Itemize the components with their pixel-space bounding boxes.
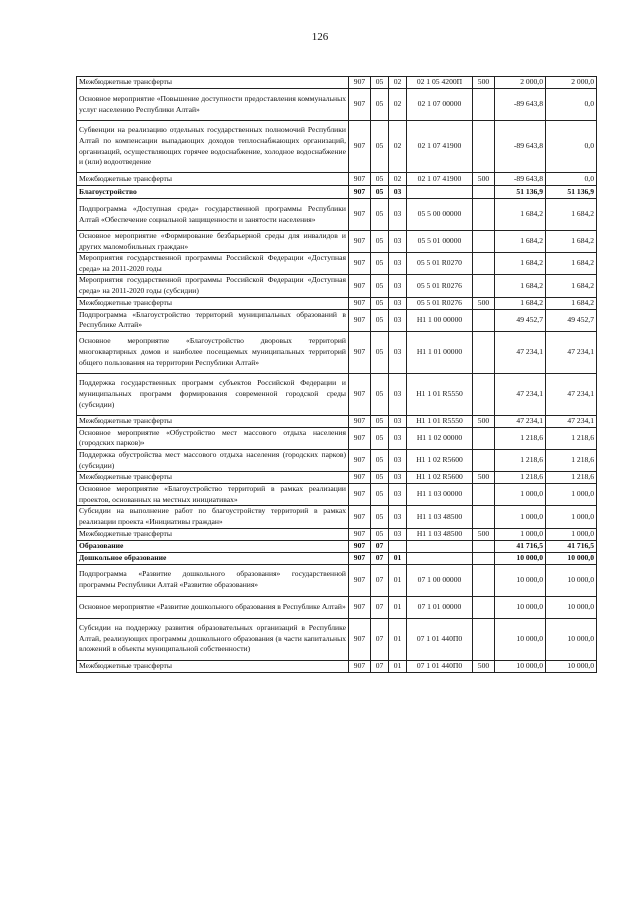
section-code: 05 (371, 449, 389, 471)
expense-type-code (473, 618, 495, 660)
expense-type-code (473, 186, 495, 199)
table-row (77, 89, 597, 121)
target-article-code: Н1 1 02 R5600 (407, 472, 473, 484)
target-article-code: Н1 1 03 00000 (407, 484, 473, 506)
amount-year-2: 1 684,2 (546, 231, 597, 253)
row-name: Межбюджетные трансферты (77, 173, 349, 186)
amount-year-1: 1 218,6 (495, 472, 546, 484)
ved-code: 907 (349, 449, 371, 471)
section-code: 05 (371, 121, 389, 173)
table-row (77, 77, 597, 89)
amount-year-1: 47 234,1 (495, 415, 546, 427)
amount-year-2: 10 000,0 (546, 660, 597, 672)
ved-code: 907 (349, 427, 371, 449)
expense-type-code (473, 331, 495, 373)
row-name: Субсидии на поддержку развития образовательных организаций в Республике Алтай, реализующих программы дошкольного образования (в части капитальных вложений в объекты муниципальной собственности) (77, 618, 349, 660)
row-name: Дошкольное образование (77, 552, 349, 564)
table-row (77, 540, 597, 552)
section-code: 05 (371, 472, 389, 484)
expense-type-code (473, 552, 495, 564)
row-name: Поддержка обустройства мест массового отдыха населения (городских парков) (субсидии) (77, 449, 349, 471)
subsection-code: 03 (389, 253, 407, 275)
expense-type-code: 500 (473, 297, 495, 309)
amount-year-2: 51 136,9 (546, 186, 597, 199)
amount-year-1: -89 643,8 (495, 121, 546, 173)
row-name: Основное мероприятие «Благоустройство дворовых территорий многоквартирных домов и наиболее посещаемых муниципальных территорий общего пользования на территории Республики Алтай» (77, 331, 349, 373)
row-name: Основное мероприятие «Благоустройство территорий в рамках реализации проектов, основанных на местных инициативах» (77, 484, 349, 506)
expense-type-code: 500 (473, 415, 495, 427)
subsection-code: 02 (389, 89, 407, 121)
section-code: 05 (371, 186, 389, 199)
expense-type-code (473, 199, 495, 231)
section-code: 05 (371, 484, 389, 506)
row-name: Межбюджетные трансферты (77, 297, 349, 309)
amount-year-1: 1 218,6 (495, 449, 546, 471)
target-article-code: 02 1 07 41900 (407, 121, 473, 173)
row-name: Межбюджетные трансферты (77, 660, 349, 672)
expense-type-code (473, 427, 495, 449)
table-row (77, 506, 597, 528)
ved-code: 907 (349, 564, 371, 596)
section-code: 05 (371, 506, 389, 528)
amount-year-2: 1 684,2 (546, 199, 597, 231)
amount-year-2: 47 234,1 (546, 415, 597, 427)
amount-year-2: 1 000,0 (546, 506, 597, 528)
target-article-code: 07 1 01 440П0 (407, 618, 473, 660)
budget-table (76, 76, 597, 673)
subsection-code: 02 (389, 121, 407, 173)
amount-year-1: 10 000,0 (495, 552, 546, 564)
section-code: 07 (371, 540, 389, 552)
table-row (77, 552, 597, 564)
amount-year-1: 10 000,0 (495, 660, 546, 672)
amount-year-2: 10 000,0 (546, 596, 597, 618)
subsection-code: 02 (389, 173, 407, 186)
ved-code: 907 (349, 415, 371, 427)
target-article-code: Н1 1 01 R5550 (407, 415, 473, 427)
target-article-code: 05 5 01 R0276 (407, 297, 473, 309)
section-code: 07 (371, 596, 389, 618)
ved-code: 907 (349, 121, 371, 173)
expense-type-code: 500 (473, 660, 495, 672)
subsection-code: 03 (389, 449, 407, 471)
table-row (77, 449, 597, 471)
ved-code: 907 (349, 199, 371, 231)
amount-year-1: 51 136,9 (495, 186, 546, 199)
ved-code: 907 (349, 253, 371, 275)
amount-year-2: 10 000,0 (546, 564, 597, 596)
amount-year-2: 1 684,2 (546, 253, 597, 275)
expense-type-code (473, 564, 495, 596)
table-row (77, 596, 597, 618)
row-name: Межбюджетные трансферты (77, 528, 349, 540)
ved-code: 907 (349, 596, 371, 618)
section-code: 05 (371, 373, 389, 415)
target-article-code (407, 552, 473, 564)
page-number: 126 (311, 31, 329, 43)
amount-year-1: 1 684,2 (495, 199, 546, 231)
amount-year-2: 10 000,0 (546, 618, 597, 660)
amount-year-1: 10 000,0 (495, 564, 546, 596)
ved-code: 907 (349, 331, 371, 373)
subsection-code: 03 (389, 199, 407, 231)
ved-code: 907 (349, 540, 371, 552)
expense-type-code (473, 373, 495, 415)
section-code: 05 (371, 427, 389, 449)
ved-code: 907 (349, 506, 371, 528)
target-article-code: 07 1 01 440П0 (407, 660, 473, 672)
section-code: 05 (371, 297, 389, 309)
row-name: Подпрограмма «Доступная среда» государственной программы Республики Алтай «Обеспечение социальной защищенности и занятости населения» (77, 199, 349, 231)
subsection-code: 03 (389, 528, 407, 540)
amount-year-2: 41 716,5 (546, 540, 597, 552)
expense-type-code (473, 596, 495, 618)
section-code: 05 (371, 173, 389, 186)
amount-year-2: 1 218,6 (546, 449, 597, 471)
expense-type-code (473, 231, 495, 253)
amount-year-1: 10 000,0 (495, 618, 546, 660)
target-article-code: Н1 1 02 00000 (407, 427, 473, 449)
subsection-code: 03 (389, 427, 407, 449)
subsection-code: 01 (389, 564, 407, 596)
amount-year-2: 10 000,0 (546, 552, 597, 564)
ved-code: 907 (349, 528, 371, 540)
amount-year-1: 2 000,0 (495, 77, 546, 89)
ved-code: 907 (349, 297, 371, 309)
subsection-code: 03 (389, 484, 407, 506)
row-name: Благоустройство (77, 186, 349, 199)
ved-code: 907 (349, 275, 371, 297)
amount-year-2: 47 234,1 (546, 373, 597, 415)
target-article-code: Н1 1 03 48500 (407, 506, 473, 528)
expense-type-code (473, 253, 495, 275)
subsection-code (389, 540, 407, 552)
row-name: Подпрограмма «Развитие дошкольного образования» государственной программы Республики Алтай «Развитие образования» (77, 564, 349, 596)
table-row (77, 484, 597, 506)
row-name: Мероприятия государственной программы Российской Федерации «Доступная среда» на 2011-2020 годы (субсидии) (77, 275, 349, 297)
amount-year-1: 47 234,1 (495, 331, 546, 373)
amount-year-1: 1 000,0 (495, 484, 546, 506)
table-row (77, 275, 597, 297)
amount-year-1: 1 684,2 (495, 297, 546, 309)
target-article-code (407, 186, 473, 199)
ved-code: 907 (349, 472, 371, 484)
row-name: Образование (77, 540, 349, 552)
target-article-code: 05 5 01 R0276 (407, 275, 473, 297)
ved-code: 907 (349, 231, 371, 253)
target-article-code: Н1 1 02 R5600 (407, 449, 473, 471)
subsection-code: 03 (389, 472, 407, 484)
target-article-code (407, 540, 473, 552)
target-article-code: 02 1 05 4200П (407, 77, 473, 89)
subsection-code: 01 (389, 596, 407, 618)
amount-year-1: 1 684,2 (495, 231, 546, 253)
row-name: Субсидии на выполнение работ по благоустройству территорий в рамках реализации проекта «Инициативы граждан» (77, 506, 349, 528)
table-row (77, 173, 597, 186)
subsection-code: 03 (389, 297, 407, 309)
target-article-code: Н1 1 01 R5550 (407, 373, 473, 415)
amount-year-2: 47 234,1 (546, 331, 597, 373)
amount-year-2: 1 218,6 (546, 427, 597, 449)
subsection-code: 03 (389, 506, 407, 528)
section-code: 05 (371, 275, 389, 297)
row-name: Подпрограмма «Благоустройство территорий муниципальных образований в Республике Алтай» (77, 309, 349, 331)
table-row (77, 231, 597, 253)
section-code: 05 (371, 309, 389, 331)
section-code: 05 (371, 528, 389, 540)
table-row (77, 309, 597, 331)
amount-year-2: 49 452,7 (546, 309, 597, 331)
table-row (77, 427, 597, 449)
amount-year-2: 0,0 (546, 173, 597, 186)
expense-type-code: 500 (473, 472, 495, 484)
row-name: Межбюджетные трансферты (77, 415, 349, 427)
target-article-code: 02 1 07 00000 (407, 89, 473, 121)
subsection-code: 03 (389, 373, 407, 415)
ved-code: 907 (349, 660, 371, 672)
target-article-code: 02 1 07 41900 (407, 173, 473, 186)
amount-year-1: 49 452,7 (495, 309, 546, 331)
table-row (77, 186, 597, 199)
amount-year-1: 1 000,0 (495, 528, 546, 540)
expense-type-code: 500 (473, 528, 495, 540)
section-code: 07 (371, 552, 389, 564)
amount-year-1: 10 000,0 (495, 596, 546, 618)
target-article-code: Н1 1 03 48500 (407, 528, 473, 540)
budget-table-body (77, 77, 597, 673)
subsection-code: 03 (389, 309, 407, 331)
expense-type-code (473, 506, 495, 528)
ved-code: 907 (349, 552, 371, 564)
table-row (77, 472, 597, 484)
row-name: Поддержка государственных программ субъектов Российской Федерации и муниципальных программ формирования современной городской среды (субсидии) (77, 373, 349, 415)
subsection-code: 01 (389, 660, 407, 672)
section-code: 07 (371, 564, 389, 596)
subsection-code: 03 (389, 275, 407, 297)
target-article-code: 07 1 01 00000 (407, 596, 473, 618)
subsection-code: 03 (389, 231, 407, 253)
table-row (77, 528, 597, 540)
amount-year-1: -89 643,8 (495, 89, 546, 121)
subsection-code: 03 (389, 415, 407, 427)
row-name: Основное мероприятие «Обустройство мест массового отдыха населения (городских парков)» (77, 427, 349, 449)
section-code: 05 (371, 415, 389, 427)
target-article-code: 07 1 00 00000 (407, 564, 473, 596)
table-row (77, 253, 597, 275)
amount-year-1: -89 643,8 (495, 173, 546, 186)
table-row (77, 564, 597, 596)
subsection-code: 01 (389, 618, 407, 660)
section-code: 07 (371, 660, 389, 672)
ved-code: 907 (349, 173, 371, 186)
ved-code: 907 (349, 309, 371, 331)
row-name: Основное мероприятие «Формирование безбарьерной среды для инвалидов и других маломобильных граждан» (77, 231, 349, 253)
amount-year-2: 1 684,2 (546, 275, 597, 297)
table-row (77, 660, 597, 672)
ved-code: 907 (349, 89, 371, 121)
table-row (77, 331, 597, 373)
target-article-code: 05 5 01 R0270 (407, 253, 473, 275)
subsection-code: 03 (389, 186, 407, 199)
expense-type-code (473, 89, 495, 121)
expense-type-code (473, 484, 495, 506)
section-code: 05 (371, 331, 389, 373)
amount-year-2: 2 000,0 (546, 77, 597, 89)
expense-type-code (473, 121, 495, 173)
row-name: Межбюджетные трансферты (77, 77, 349, 89)
section-code: 05 (371, 231, 389, 253)
ved-code: 907 (349, 186, 371, 199)
target-article-code: Н1 1 00 00000 (407, 309, 473, 331)
table-row (77, 373, 597, 415)
ved-code: 907 (349, 618, 371, 660)
section-code: 05 (371, 253, 389, 275)
subsection-code: 02 (389, 77, 407, 89)
amount-year-1: 1 218,6 (495, 427, 546, 449)
expense-type-code (473, 309, 495, 331)
row-name: Основное мероприятие «Повышение доступности предоставления коммунальных услуг населению Республики Алтай» (77, 89, 349, 121)
amount-year-1: 1 684,2 (495, 253, 546, 275)
expense-type-code (473, 540, 495, 552)
section-code: 07 (371, 618, 389, 660)
row-name: Основное мероприятие «Развитие дошкольного образования в Республике Алтай» (77, 596, 349, 618)
table-row (77, 121, 597, 173)
expense-type-code: 500 (473, 77, 495, 89)
target-article-code: 05 5 01 00000 (407, 231, 473, 253)
amount-year-2: 0,0 (546, 89, 597, 121)
row-name: Мероприятия государственной программы Российской Федерации «Доступная среда» на 2011-2020 годы (77, 253, 349, 275)
amount-year-2: 1 000,0 (546, 528, 597, 540)
expense-type-code (473, 275, 495, 297)
table-row (77, 618, 597, 660)
section-code: 05 (371, 77, 389, 89)
ved-code: 907 (349, 484, 371, 506)
row-name: Субвенции на реализацию отдельных государственных полномочий Республики Алтай по компенсации выпадающих доходов теплоснабжающих организаций, организаций, осуществляющих горячее водоснабжение, холодное водоснабжение и (или) водоотведение (77, 121, 349, 173)
ved-code: 907 (349, 373, 371, 415)
target-article-code: Н1 1 01 00000 (407, 331, 473, 373)
target-article-code: 05 5 00 00000 (407, 199, 473, 231)
subsection-code: 01 (389, 552, 407, 564)
amount-year-1: 1 000,0 (495, 506, 546, 528)
table-row (77, 297, 597, 309)
subsection-code: 03 (389, 331, 407, 373)
table-row (77, 415, 597, 427)
amount-year-2: 1 000,0 (546, 484, 597, 506)
amount-year-1: 41 716,5 (495, 540, 546, 552)
amount-year-1: 1 684,2 (495, 275, 546, 297)
amount-year-2: 1 684,2 (546, 297, 597, 309)
ved-code: 907 (349, 77, 371, 89)
expense-type-code: 500 (473, 173, 495, 186)
expense-type-code (473, 449, 495, 471)
amount-year-2: 0,0 (546, 121, 597, 173)
row-name: Межбюджетные трансферты (77, 472, 349, 484)
amount-year-1: 47 234,1 (495, 373, 546, 415)
section-code: 05 (371, 199, 389, 231)
table-row (77, 199, 597, 231)
section-code: 05 (371, 89, 389, 121)
amount-year-2: 1 218,6 (546, 472, 597, 484)
